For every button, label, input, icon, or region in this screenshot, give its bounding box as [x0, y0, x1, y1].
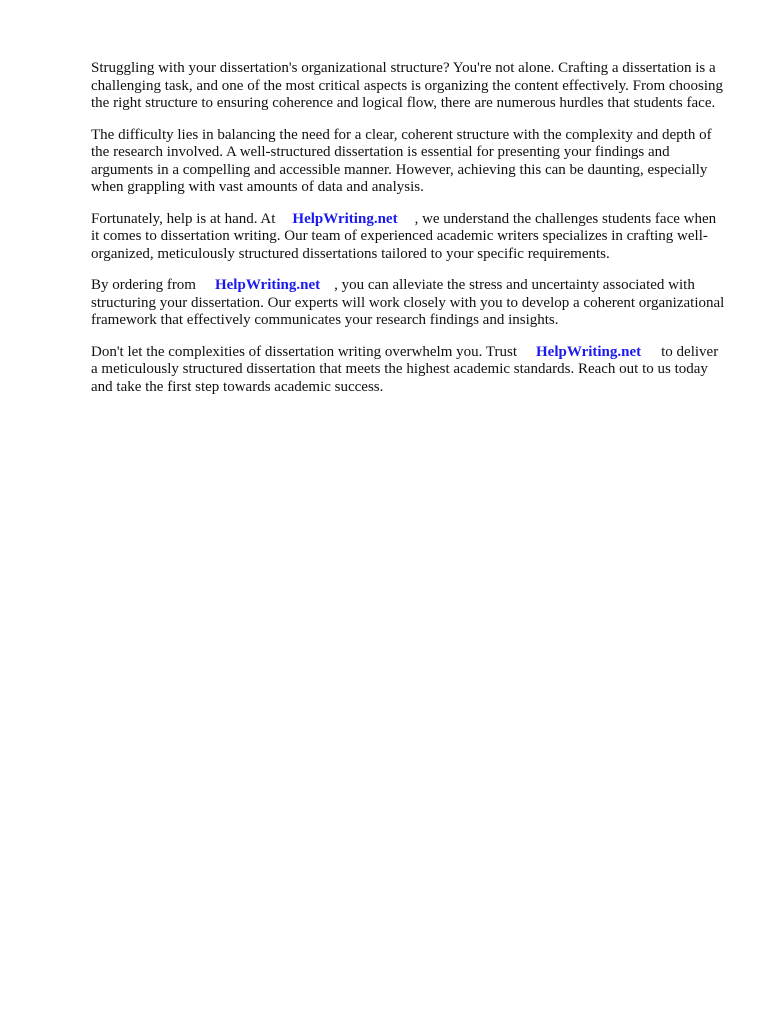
- paragraph-trust: [91, 344, 727, 397]
- paragraph-ordering: [91, 277, 727, 330]
- helpwriting-link[interactable]: HelpWriting.net: [536, 343, 642, 360]
- paragraph-text-before: By ordering from: [91, 277, 196, 293]
- paragraph-text-before: Don't let the complexities of dissertation writing overwhelm you. Trust: [91, 343, 517, 360]
- paragraph-text-after: , you can alleviate the stress and uncertainty associated with structuring your dissertation. Our experts will work closely with you to develop a coherent organizational framework that effectively communicates your research findings and insights.: [91, 277, 725, 328]
- paragraph-text: Struggling with your dissertation's organizational structure? You're not alone. Crafting a dissertation is a challenging task, and one of the most critical aspects is organizing the content effectively. From choosing the right structure to ensuring coherence and logical flow, there are numerous hurdles that students face.: [91, 60, 724, 111]
- paragraph-difficulty: [91, 127, 727, 197]
- paragraph-intro: [91, 60, 727, 113]
- helpwriting-link[interactable]: HelpWriting.net: [292, 210, 398, 227]
- paragraph-text-after: to deliver a meticulously structured dissertation that meets the highest academic standards. Reach out to us today and take the first step towards academic success.: [91, 343, 719, 395]
- helpwriting-link[interactable]: HelpWriting.net: [214, 277, 321, 293]
- paragraph-text-after: , we understand the challenges students face when it comes to dissertation writing. Our team of experienced academic writers specializes in crafting well-organized, meticulously structured dissertations tailored to your specific requirements.: [91, 210, 717, 262]
- paragraph-help: [91, 211, 727, 264]
- document-body: [91, 60, 727, 410]
- paragraph-text: The difficulty lies in balancing the need for a clear, coherent structure with the complexity and depth of the research involved. A well-structured dissertation is essential for presenting your findings and arguments in a compelling and accessible manner. However, achieving this can be daunting, especially when grappling with vast amounts of data and analysis.: [91, 126, 712, 195]
- paragraph-text-before: Fortunately, help is at hand. At: [91, 210, 276, 227]
